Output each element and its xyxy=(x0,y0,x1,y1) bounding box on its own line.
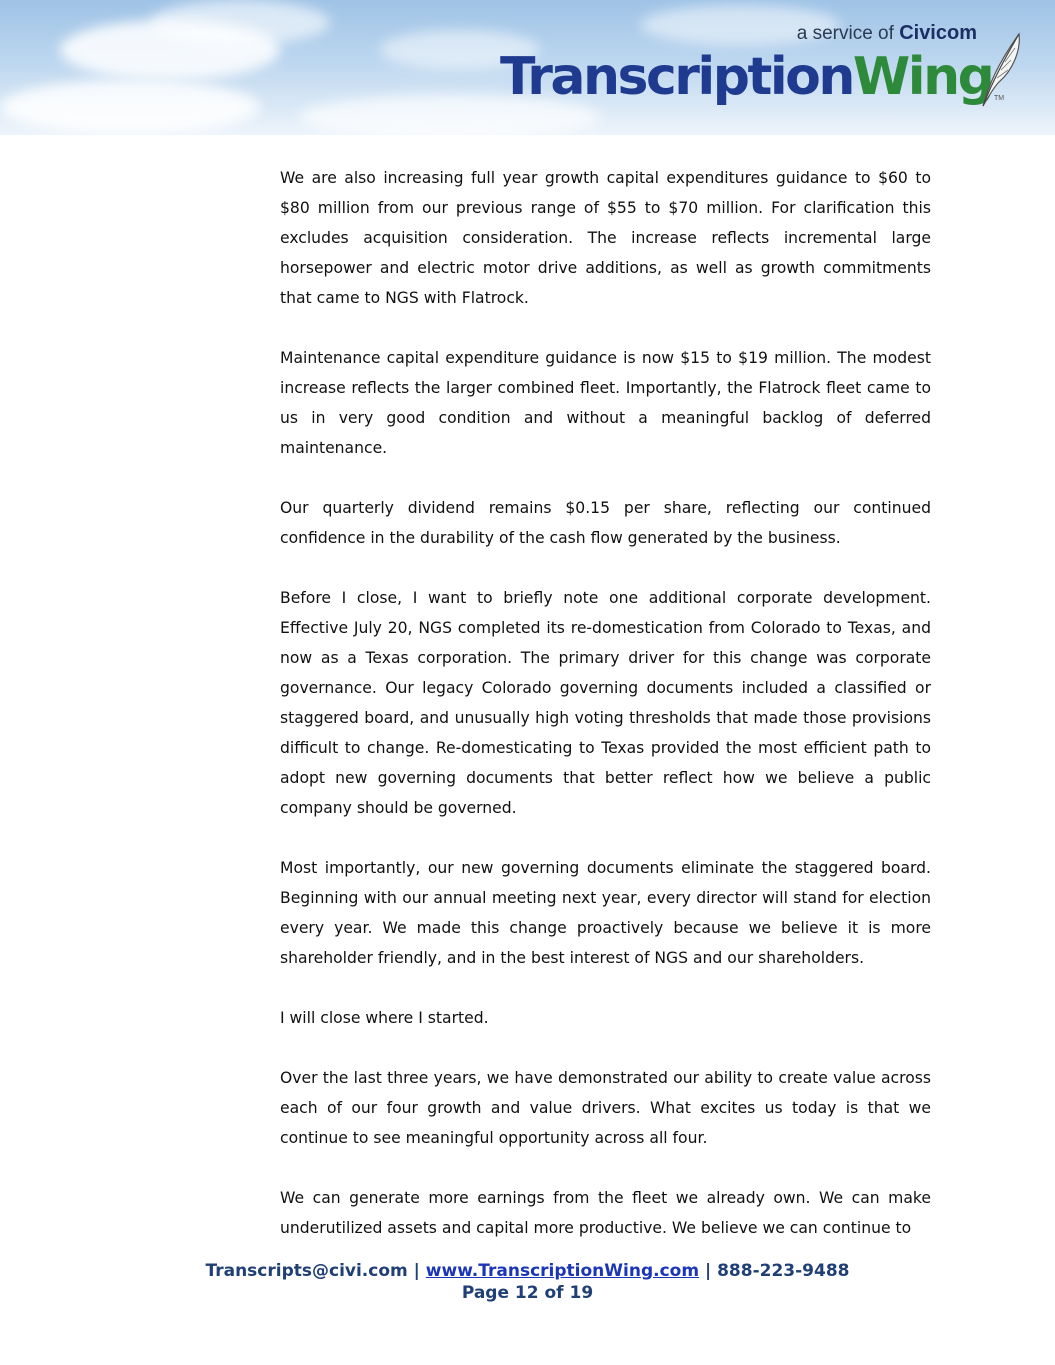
transcriptionwing-logo xyxy=(500,42,992,112)
footer-separator: | xyxy=(699,1261,718,1281)
paragraph: Most importantly, our new governing documents eliminate the staggered board. Beginning with our annual meeting next year, every director will stand for election every year. We made this change proactively because we believe it is more shareholder friendly, and in the best interest of NGS and our shareholders. xyxy=(280,859,931,967)
cloud-decoration xyxy=(150,0,330,45)
civicom-logo-text: Civicom xyxy=(899,22,977,44)
paragraph: We can generate more earnings from the fleet we already own. We can make underutilized assets and capital more productive. We believe we can continue to xyxy=(280,1189,931,1237)
paragraph: Before I close, I want to briefly note one additional corporate development. Effective July 20, NGS completed its re-domestication from Colorado to Texas, and now as a Texas corporation. The primary driver for this change was corporate governance. Our legacy Colorado governing documents included a classified or staggered board, and unusually high voting thresholds that made those provisions difficult to change. Re-domesticating to Texas provided the most efficient path to adopt new governing documents that better reflect how we believe a public company should be governed. xyxy=(280,589,931,817)
service-prefix: a service of xyxy=(796,23,900,44)
paragraph: Over the last three years, we have demonstrated our ability to create value across each of our four growth and value drivers. What excites us today is that we continue to see meaningful opportunity across all four. xyxy=(280,1069,931,1147)
cloud-decoration xyxy=(0,80,260,135)
contact-phone: 888-223-9488 xyxy=(717,1261,850,1281)
logo-part-wing: Wing xyxy=(852,47,993,107)
website-link[interactable]: www.TranscriptionWing.com xyxy=(425,1261,700,1281)
page-number: Page 12 of 19 xyxy=(461,1283,594,1303)
paragraph: Our quarterly dividend remains $0.15 per share, reflecting our continued confidence in the durability of the cash flow generated by the business. xyxy=(280,499,931,547)
footer-separator: | xyxy=(407,1261,426,1281)
page-header xyxy=(0,0,1055,135)
paragraph: I will close where I started. xyxy=(280,1009,489,1027)
contact-email: Transcripts@civi.com xyxy=(205,1261,408,1281)
transcript-body xyxy=(280,163,931,1273)
paragraph: Maintenance capital expenditure guidance is now $15 to $19 million. The modest increase reflects the larger combined fleet. Importantly, the Flatrock fleet came to us in very good condition and without a meaningful backlog of deferred maintenance. xyxy=(280,349,931,457)
contact-line xyxy=(0,1260,1055,1282)
trademark-mark: TM xyxy=(994,95,1005,102)
logo-part-transcription: Transcription xyxy=(500,47,853,107)
page-footer xyxy=(0,1260,1055,1304)
paragraph: We are also increasing full year growth capital expenditures guidance to $60 to $80 million from our previous range of $55 to $70 million. For clarification this excludes acquisition consideration. The increase reflects incremental large horsepower and electric motor drive additions, as well as growth commitments that came to NGS with Flatrock. xyxy=(280,169,931,307)
